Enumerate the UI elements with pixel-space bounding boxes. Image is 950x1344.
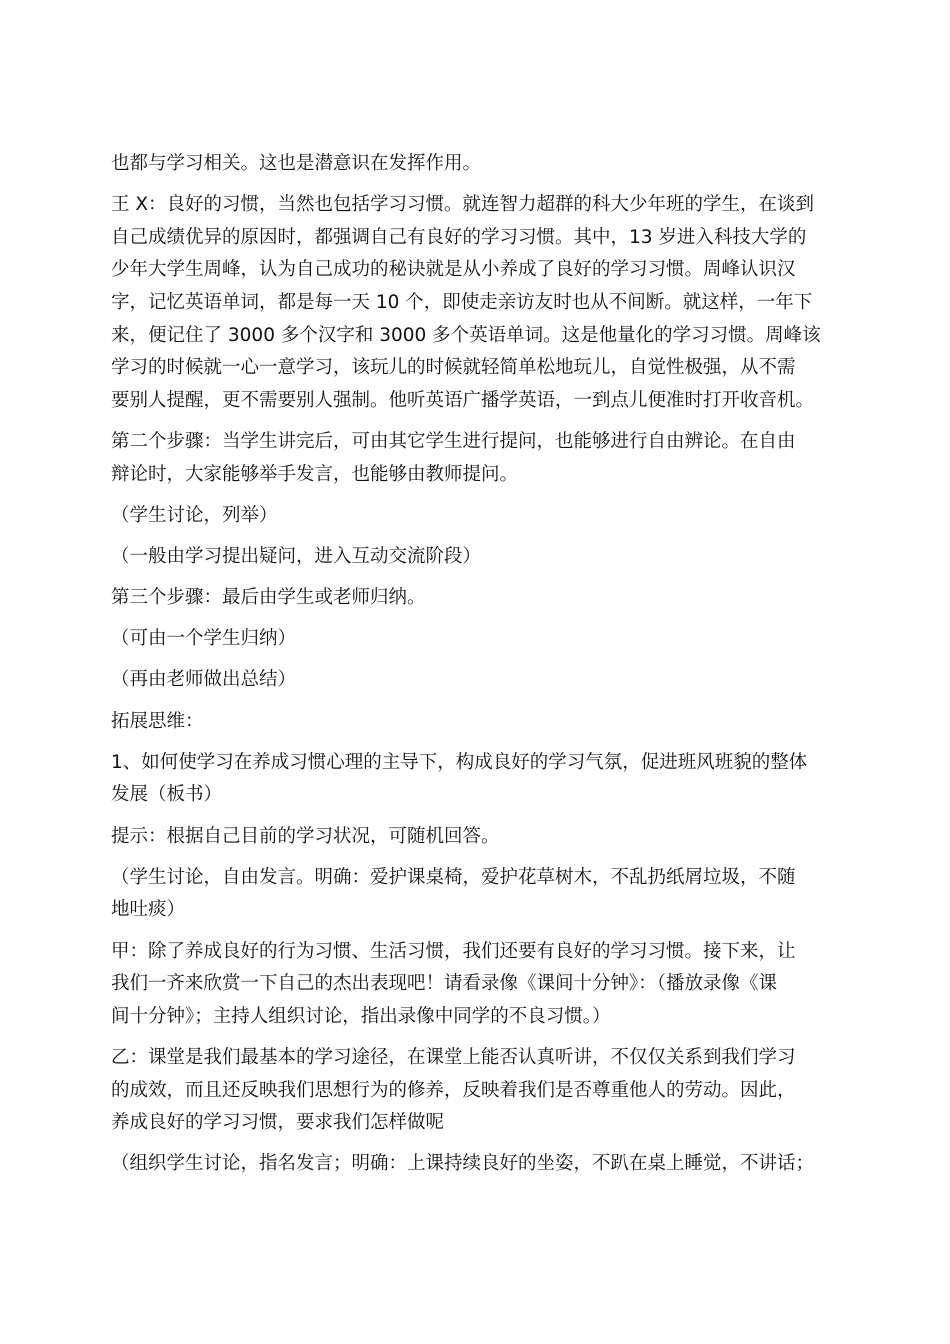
paragraph — [111, 500, 841, 533]
text-line: 拓展思维： — [111, 710, 204, 732]
text-line: 要别人提醒，更不需要别人强制。他听英语广播学英语，一到点儿便准时打开收音机。 — [111, 389, 815, 411]
text-line: 间十分钟》；主持人组织讨论，指出录像中同学的不良习惯。） — [111, 1005, 611, 1027]
text-line: （可由一个学生归纳） — [111, 628, 297, 650]
text-line: 字，记忆英语单词，都是每一天 10 个，即使走亲访友时也从不间断。就这样，一年下 — [111, 291, 813, 313]
paragraph — [111, 821, 841, 854]
text-line: 养成良好的学习习惯，要求我们怎样做呢 — [111, 1112, 445, 1134]
paragraph — [111, 862, 841, 927]
text-line: 辩论时，大家能够举手发言，也能够由教师提问。 — [111, 463, 519, 485]
paragraph — [111, 747, 841, 812]
paragraph — [111, 541, 841, 574]
text-line: 来，便记住了 3000 多个汉字和 3000 多个英语单词。这是他量化的学习习惯。周峰该 — [111, 324, 821, 346]
text-line: 少年大学生周峰，认为自己成功的秘诀就是从小养成了良好的学习习惯。周峰认识汉 — [111, 259, 796, 281]
paragraph — [111, 1042, 841, 1140]
paragraph — [111, 936, 841, 1034]
text-line: 学习的时候就一心一意学习，该玩儿的时候就轻简单松地玩儿，自觉性极强，从不需 — [111, 357, 796, 379]
paragraph — [111, 623, 841, 656]
paragraph — [111, 148, 841, 181]
text-line: 地吐痰） — [111, 899, 186, 921]
text-line: 自己成绩优异的原因时，都强调自己有良好的学习习惯。其中，13 岁进入科技大学的 — [111, 226, 807, 248]
text-line: 第三个步骤：最后由学生或老师归纳。 — [111, 587, 426, 609]
text-line: （学生讨论，列举） — [111, 504, 278, 526]
text-line: 我们一齐来欣赏一下自己的杰出表现吧！请看录像《课间十分钟》：（播放录像《课 — [111, 973, 778, 995]
text-line: 甲：除了养成良好的行为习惯、生活习惯，我们还要有良好的学习习惯。接下来，让 — [111, 940, 796, 962]
text-line: 发展（板书） — [111, 784, 223, 806]
text-line: 提示：根据自己目前的学习状况，可随机回答。 — [111, 825, 500, 847]
paragraph — [111, 582, 841, 615]
text-line: 也都与学习相关。这也是潜意识在发挥作用。 — [111, 153, 482, 174]
paragraph — [111, 706, 841, 739]
text-line: （再由老师做出总结） — [111, 669, 297, 691]
paragraph — [111, 1148, 841, 1181]
text-line: 的成效，而且还反映我们思想行为的修养，反映着我们是否尊重他人的劳动。因此， — [111, 1079, 796, 1101]
text-line: （一般由学习提出疑问，进入互动交流阶段） — [111, 545, 482, 567]
paragraph — [111, 189, 841, 417]
paragraph — [111, 664, 841, 697]
text-line: 王 X：良好的习惯，当然也包括学习习惯。就连智力超群的科大少年班的学生，在谈到 — [111, 194, 815, 216]
text-line: 1、如何使学习在养成习惯心理的主导下，构成良好的学习气氛，促进班风班貌的整体 — [111, 751, 808, 773]
text-line: 乙：课堂是我们最基本的学习途径，在课堂上能否认真听讲，不仅仅关系到我们学习 — [111, 1046, 796, 1068]
document-body — [111, 148, 841, 1190]
text-line: 第二个步骤：当学生讲完后，可由其它学生进行提问，也能够进行自由辨论。在自由 — [111, 430, 796, 452]
text-line: （学生讨论，自由发言。明确：爱护课桌椅，爱护花草树木，不乱扔纸屑垃圾，不随 — [111, 866, 796, 888]
text-line: （组织学生讨论，指名发言；明确：上课持续良好的坐姿，不趴在桌上睡觉，不讲话； — [111, 1153, 815, 1175]
paragraph — [111, 426, 841, 491]
